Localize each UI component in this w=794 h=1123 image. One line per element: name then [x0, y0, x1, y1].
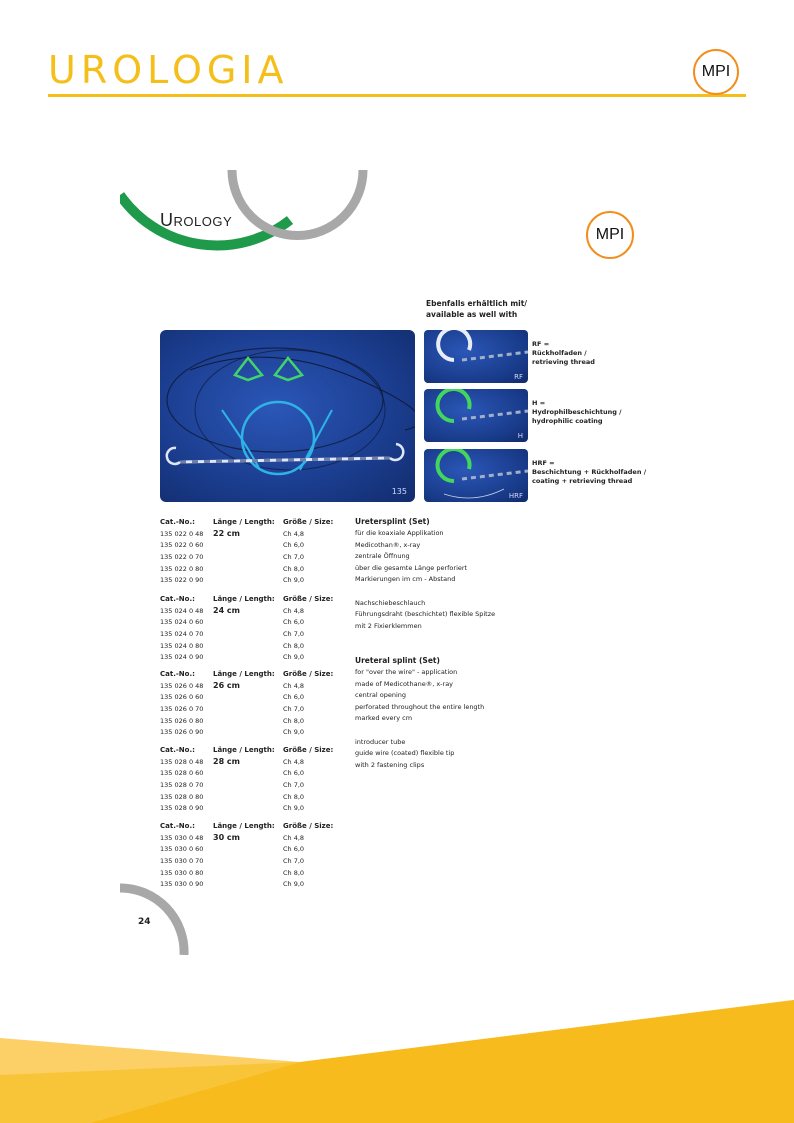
cat-no-cell: 135 022 0 60	[160, 541, 204, 550]
length-cell: 24 cm	[213, 606, 240, 616]
product-code-label: 135	[391, 487, 407, 496]
catalog-title: Urology	[160, 210, 233, 230]
table-row	[160, 844, 363, 856]
cat-no-cell: 135 026 0 60	[160, 693, 204, 702]
table-row	[160, 628, 363, 640]
cat-no-cell: 135 030 0 70	[160, 856, 204, 865]
cat-no-cell: 135 030 0 60	[160, 845, 204, 854]
catalog-logo-text: MPI	[595, 226, 625, 243]
description-line: zentrale Öffnung	[355, 552, 410, 561]
cat-no-cell: 135 024 0 80	[160, 641, 204, 650]
size-cell: Ch 7,0	[283, 780, 305, 789]
table-header-row	[160, 743, 363, 756]
catalog-logo	[586, 211, 634, 259]
size-cell: Ch 9,0	[283, 804, 305, 813]
description-line: with 2 fastening clips	[355, 760, 425, 769]
header-length: Länge / Length:	[213, 821, 275, 830]
table-row	[160, 756, 363, 768]
header-cat-no: Cat.-No.:	[160, 745, 195, 754]
variant-code: HRF	[508, 492, 523, 500]
header-size: Größe / Size:	[283, 669, 334, 678]
length-cell: 26 cm	[213, 681, 240, 691]
description-german	[355, 515, 495, 632]
variant-line: coating + retrieving thread	[532, 477, 633, 485]
cat-no-cell: 135 022 0 80	[160, 564, 204, 573]
table-row	[160, 855, 363, 867]
table-row	[160, 551, 363, 563]
description-line: mit 2 Fixierklemmen	[355, 621, 422, 630]
description-heading: Uretersplint (Set)	[355, 517, 430, 526]
table-row	[160, 574, 363, 586]
cat-no-cell: 135 022 0 90	[160, 576, 204, 585]
table-row	[160, 715, 363, 727]
size-cell: Ch 8,0	[283, 564, 305, 573]
size-cell: Ch 4,8	[283, 681, 305, 690]
table-row	[160, 692, 363, 704]
description-line: Nachschiebeschlauch	[355, 598, 426, 607]
table-row	[160, 768, 363, 780]
size-cell: Ch 9,0	[283, 576, 305, 585]
cat-no-cell: 135 028 0 48	[160, 757, 204, 766]
cat-no-cell: 135 022 0 48	[160, 529, 204, 538]
description-line: perforated throughout the entire length	[355, 702, 485, 711]
header-length: Länge / Length:	[213, 669, 275, 678]
size-cell: Ch 7,0	[283, 704, 305, 713]
size-cell: Ch 4,8	[283, 529, 305, 538]
table-row	[160, 540, 363, 552]
page-title: UROLOGIA	[48, 48, 289, 92]
header-length: Länge / Length:	[213, 517, 275, 526]
bottom-decorative-band	[0, 990, 794, 1123]
cat-no-cell: 135 030 0 90	[160, 880, 204, 889]
size-cell: Ch 7,0	[283, 856, 305, 865]
cat-no-cell: 135 028 0 90	[160, 804, 204, 813]
page-number: 24	[138, 917, 151, 927]
description-english	[355, 654, 484, 771]
size-cell: Ch 6,0	[283, 541, 305, 550]
mpi-logo	[693, 49, 739, 95]
variant-code: RF	[514, 373, 523, 381]
variant-line: HRF =	[532, 459, 555, 467]
header-size: Größe / Size:	[283, 517, 334, 526]
variant-line: Hydrophilbeschichtung /	[532, 408, 622, 416]
description-line: introducer tube	[355, 737, 406, 746]
cat-no-cell: 135 030 0 48	[160, 833, 204, 842]
size-cell: Ch 8,0	[283, 716, 305, 725]
table-row	[160, 563, 363, 575]
variant-thumb-hrf	[424, 449, 528, 502]
spec-table-24	[160, 592, 363, 663]
header-cat-no: Cat.-No.:	[160, 517, 195, 526]
size-cell: Ch 9,0	[283, 653, 305, 662]
header-divider	[48, 94, 746, 97]
header-length: Länge / Length:	[213, 594, 275, 603]
description-line: for "over the wire" - application	[355, 668, 458, 676]
table-row	[160, 680, 363, 692]
ureteral-splint-illustration	[160, 330, 415, 502]
spec-table-22	[160, 515, 363, 586]
size-cell: Ch 4,8	[283, 833, 305, 842]
variant-line: Rückholfaden /	[532, 349, 587, 357]
size-cell: Ch 8,0	[283, 641, 305, 650]
variant-desc-rf	[532, 340, 652, 367]
rf-illustration	[424, 330, 528, 383]
cat-no-cell: 135 026 0 70	[160, 704, 204, 713]
gray-arc-bottom	[120, 888, 184, 955]
spec-table-26	[160, 667, 363, 738]
description-line: made of Medicothane®, x-ray	[355, 679, 454, 688]
header-size: Größe / Size:	[283, 594, 334, 603]
logo-text: MPI	[701, 63, 731, 80]
table-row	[160, 605, 363, 617]
size-cell: Ch 6,0	[283, 618, 305, 627]
variant-line: Beschichtung + Rückholfaden /	[532, 468, 647, 476]
cat-no-cell: 135 024 0 70	[160, 629, 204, 638]
cat-no-cell: 135 026 0 48	[160, 681, 204, 690]
variant-line: hydrophilic coating	[532, 417, 603, 425]
cat-no-cell: 135 026 0 80	[160, 716, 204, 725]
description-line: über die gesamte Länge perforiert	[355, 563, 468, 572]
header-length: Länge / Length:	[213, 745, 275, 754]
length-cell: 22 cm	[213, 529, 240, 539]
h-illustration	[424, 389, 528, 442]
table-row	[160, 791, 363, 803]
cat-no-cell: 135 028 0 70	[160, 780, 204, 789]
size-cell: Ch 7,0	[283, 552, 305, 561]
description-line: Führungsdraht (beschichtet) flexible Spitze	[355, 610, 496, 619]
header-size: Größe / Size:	[283, 745, 334, 754]
header-size: Größe / Size:	[283, 821, 334, 830]
table-row	[160, 617, 363, 629]
table-row	[160, 779, 363, 791]
variant-line: retrieving thread	[532, 358, 595, 366]
table-row	[160, 651, 363, 663]
size-cell: Ch 9,0	[283, 728, 305, 737]
description-line: central opening	[355, 691, 407, 700]
header-cat-no: Cat.-No.:	[160, 594, 195, 603]
variant-line: H =	[532, 399, 546, 407]
table-row	[160, 878, 363, 890]
header-cat-no: Cat.-No.:	[160, 821, 195, 830]
cat-no-cell: 135 022 0 70	[160, 552, 204, 561]
table-header-row	[160, 592, 363, 605]
size-cell: Ch 6,0	[283, 769, 305, 778]
size-cell: Ch 9,0	[283, 880, 305, 889]
cat-no-cell: 135 024 0 60	[160, 618, 204, 627]
cat-no-cell: 135 026 0 90	[160, 728, 204, 737]
description-heading: Ureteral splint (Set)	[355, 656, 440, 665]
table-header-row	[160, 819, 363, 832]
table-row	[160, 726, 363, 738]
size-cell: Ch 6,0	[283, 693, 305, 702]
size-cell: Ch 8,0	[283, 868, 305, 877]
cat-no-cell: 135 028 0 60	[160, 769, 204, 778]
header-cat-no: Cat.-No.:	[160, 669, 195, 678]
length-cell: 30 cm	[213, 833, 240, 843]
description-line: marked every cm	[355, 714, 413, 723]
size-cell: Ch 8,0	[283, 792, 305, 801]
variant-code: H	[517, 432, 523, 440]
description-line: Medicothan®, x-ray	[355, 540, 421, 549]
cat-no-cell: 135 030 0 80	[160, 868, 204, 877]
description-line: Markierungen im cm - Abstand	[355, 575, 456, 584]
table-header-row	[160, 667, 363, 680]
size-cell: Ch 4,8	[283, 757, 305, 766]
spec-table-30	[160, 819, 363, 890]
variant-thumb-rf	[424, 330, 528, 383]
variant-desc-h	[532, 399, 652, 426]
also-available-line: available as well with	[426, 310, 518, 319]
length-cell: 28 cm	[213, 757, 240, 767]
table-row	[160, 703, 363, 715]
also-available-line: Ebenfalls erhältlich mit/	[426, 299, 528, 308]
variant-desc-hrf	[532, 459, 652, 486]
variant-thumb-h	[424, 389, 528, 442]
description-line: für die koaxiale Applikation	[355, 529, 444, 537]
variant-line: RF =	[532, 340, 550, 348]
description-line: guide wire (coated) flexible tip	[355, 749, 455, 758]
size-cell: Ch 6,0	[283, 845, 305, 854]
table-row	[160, 832, 363, 844]
cat-no-cell: 135 024 0 48	[160, 606, 204, 615]
table-row	[160, 802, 363, 814]
product-photo	[160, 330, 415, 502]
cat-no-cell: 135 024 0 90	[160, 653, 204, 662]
size-cell: Ch 4,8	[283, 606, 305, 615]
also-available-label	[426, 298, 586, 320]
table-row	[160, 867, 363, 879]
size-cell: Ch 7,0	[283, 629, 305, 638]
table-row	[160, 528, 363, 540]
spec-table-28	[160, 743, 363, 814]
table-row	[160, 640, 363, 652]
cat-no-cell: 135 028 0 80	[160, 792, 204, 801]
table-header-row	[160, 515, 363, 528]
gray-arc-top	[232, 170, 363, 236]
catalog-page	[120, 170, 680, 955]
